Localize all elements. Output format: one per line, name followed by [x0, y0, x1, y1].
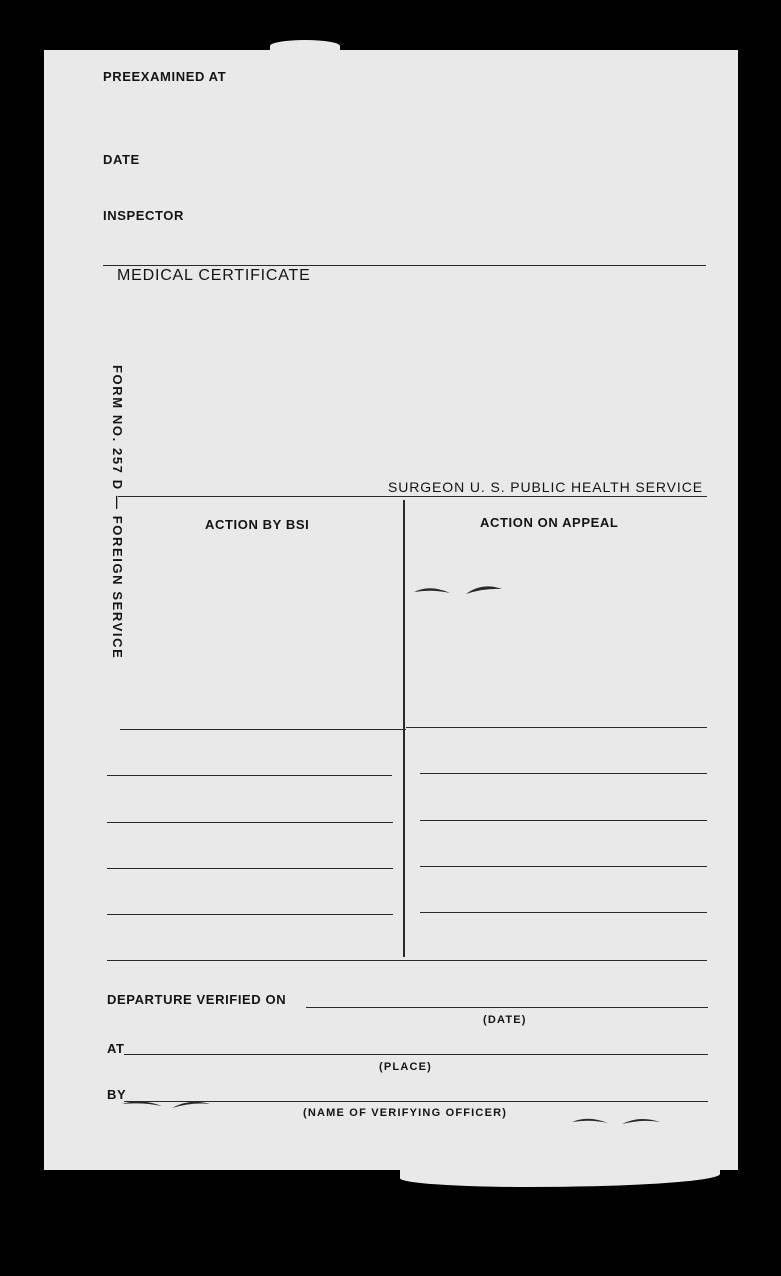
date-label: DATE: [103, 152, 140, 167]
action-by-bsi-heading: ACTION BY BSI: [205, 517, 310, 532]
officer-caption: (NAME OF VERIFYING OFFICER): [303, 1107, 508, 1119]
place-line: [124, 1054, 708, 1055]
appeal-line-5: [420, 912, 707, 913]
by-label: BY: [107, 1087, 127, 1102]
action-on-appeal-heading: ACTION ON APPEAL: [480, 515, 619, 530]
torn-edge-bottom: [400, 1165, 720, 1187]
header-divider: [103, 265, 706, 266]
surgeon-line: [118, 496, 707, 497]
preexamined-at-label: PREEXAMINED AT: [103, 69, 227, 84]
place-caption: (PLACE): [379, 1061, 433, 1073]
section-divider: [107, 960, 707, 961]
bsi-line-3: [107, 822, 393, 823]
page-title: MEDICAL CERTIFICATE: [117, 267, 311, 284]
form-number-label: FORM NO. 257 D — FOREIGN SERVICE: [110, 365, 125, 660]
bsi-line-2: [107, 775, 392, 776]
departure-verified-label: DEPARTURE VERIFIED ON: [107, 992, 287, 1007]
appeal-line-3: [420, 820, 707, 821]
appeal-line-2: [420, 773, 707, 774]
appeal-line-1: [406, 727, 707, 728]
surgeon-label: SURGEON U. S. PUBLIC HEALTH SERVICE: [388, 479, 703, 495]
departure-date-line: [306, 1007, 708, 1008]
bsi-line-4: [107, 868, 393, 869]
appeal-line-4: [420, 866, 707, 867]
bsi-line-5: [107, 914, 393, 915]
bsi-line-1: [120, 729, 406, 730]
torn-edge-top: [270, 40, 340, 52]
staple-marks-bottom-right: [568, 1112, 668, 1130]
at-label: AT: [107, 1041, 125, 1056]
staple-marks-top: [410, 580, 510, 602]
staple-marks-bottom-left: [118, 1096, 218, 1114]
date-caption: (DATE): [483, 1014, 527, 1026]
inspector-label: INSPECTOR: [103, 208, 185, 223]
